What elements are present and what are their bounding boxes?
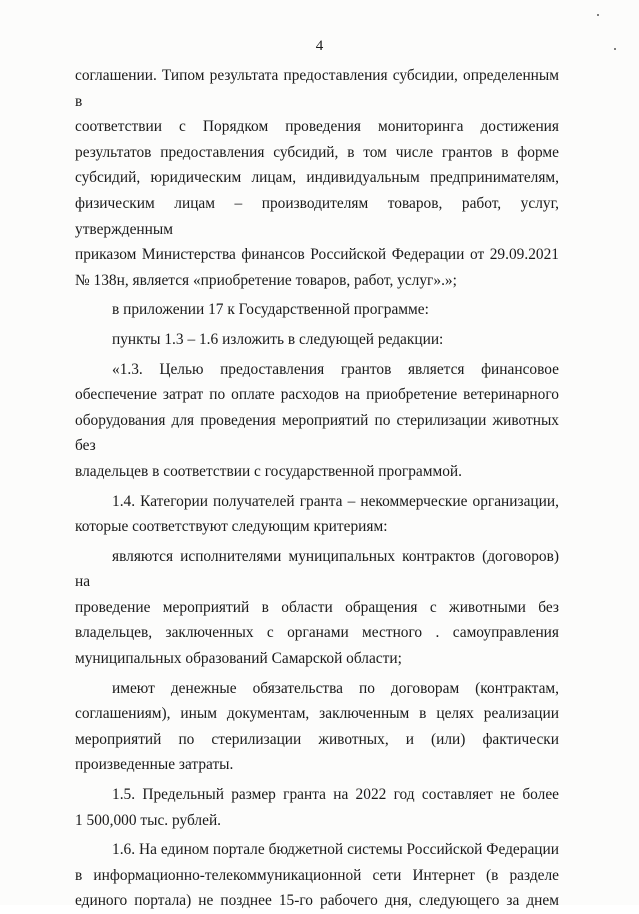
paragraph-line: в информационно-телекоммуникационной сети Интернет (в разделе [75, 866, 559, 884]
paragraph-line: соглашении. Типом результата предоставления субсидии, определенным в [75, 67, 559, 110]
paragraph-line: проведение мероприятий в области обращения с животными без [75, 598, 559, 616]
scan-speck [597, 14, 599, 16]
paragraph-line: № 138н, является «приобретение товаров, работ, услуг».»; [75, 271, 457, 289]
page-number: 4 [315, 38, 324, 54]
paragraph-line: 1 500,000 тыс. рублей. [75, 811, 222, 829]
paragraph-line: обеспечение затрат по оплате расходов на приобретение ветеринарного [75, 386, 559, 404]
body-text [75, 63, 559, 914]
paragraph-line: 1.5. Предельный размер гранта на 2022 год составляет не более [112, 786, 559, 804]
paragraph-line: результатов предоставления субсидий, в том числе грантов в форме [75, 143, 559, 161]
paragraph-line: владельцев, заключенных с органами местного . самоуправления [75, 624, 559, 642]
paragraph-line: владельцев в соответствии с государственной программой. [75, 462, 462, 480]
paragraph-line: являются исполнителями муниципальных контрактов (договоров) на [75, 547, 559, 591]
paragraph-line: произведенные затраты. [75, 756, 234, 774]
paragraph-line: приказом Министерства финансов Российской Федерации от 29.09.2021 [75, 246, 559, 264]
paragraph-line: соглашениям), иным документам, заключенным в целях реализации [75, 705, 559, 723]
paragraph-line: оборудования для проведения мероприятий по стерилизации животных без [75, 411, 559, 455]
paragraph-line: мероприятий по стерилизации животных, и (или) фактически [75, 730, 559, 748]
paragraph-line: 1.4. Категории получателей гранта – некоммерческие организации, [112, 492, 559, 510]
paragraph-line: имеют денежные обязательства по договорам (контрактам, [112, 679, 559, 697]
paragraph-line: соответствии с Порядком проведения мониторинга достижения [75, 118, 559, 136]
paragraph-line: физическим лицам – производителям товаров, работ, услуг, утвержденным [75, 194, 559, 238]
paragraph-line: 1.6. На едином портале бюджетной системы Российской Федерации [112, 841, 559, 859]
paragraph-line: муниципальных образований Самарской области; [75, 650, 402, 668]
paragraph-line: «1.3. Целью предоставления грантов является финансовое [112, 360, 559, 378]
paragraph-line: в приложении 17 к Государственной программе: [112, 301, 429, 319]
paragraph-line: пункты 1.3 – 1.6 изложить в следующей редакции: [112, 330, 444, 348]
paragraph-line: единого портала) не позднее 15-го рабочего дня, следующего за днем [75, 892, 559, 910]
paragraph-line: которые соответствуют следующим критериям: [75, 518, 388, 536]
paragraph-line: субсидий, юридическим лицам, индивидуальным предпринимателям, [75, 169, 559, 187]
scan-speck [614, 48, 616, 50]
